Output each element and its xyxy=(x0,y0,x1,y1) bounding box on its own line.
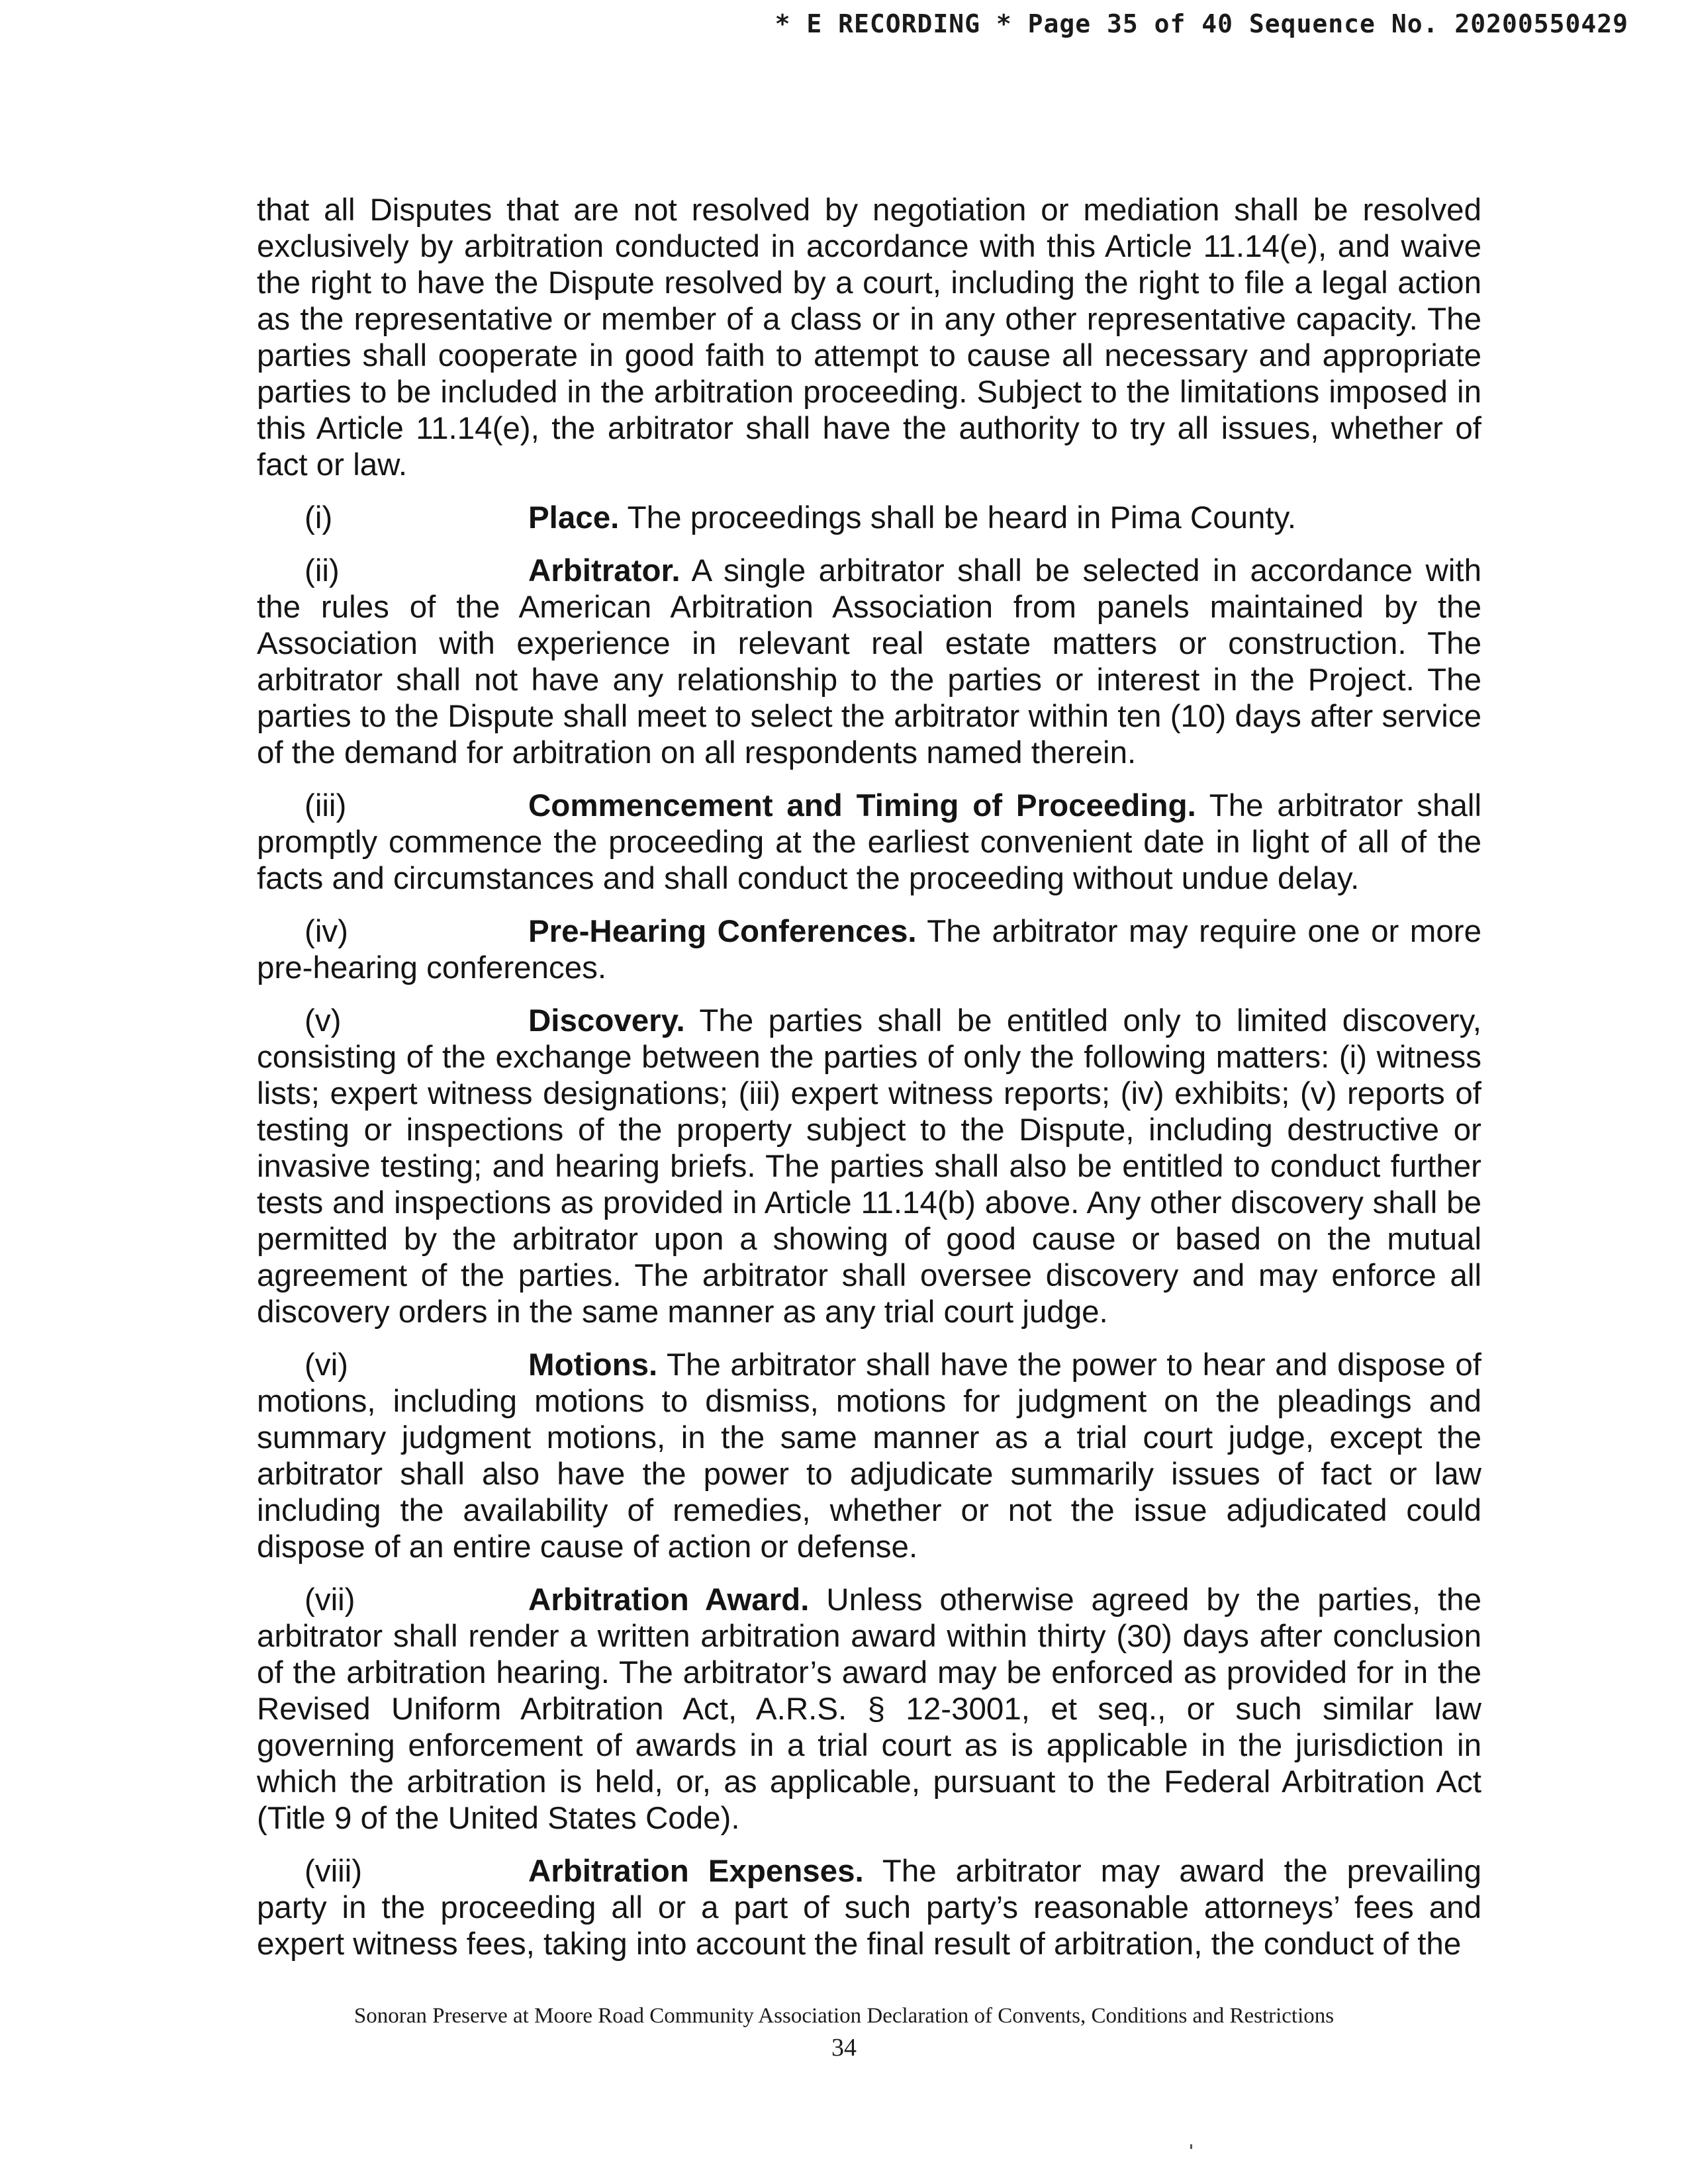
subsection-heading: Commencement and Timing of Proceeding. xyxy=(528,788,1196,823)
subsection-pre-hearing xyxy=(257,913,1481,986)
subsection-number: (i) xyxy=(305,500,333,535)
subsection-text: The arbitrator shall have the power to hear and dispose of motions, including motions to dismiss, motions for judgment on the pleadings and summary judgment motions, in the same manner as a trial court judge, except the arbitrator shall also have the power to adjudicate summarily issues of fact or law including the availability of remedies, whether or not the issue adjudicated could dispose of an entire cause of action or defense. xyxy=(257,1347,1481,1565)
subsection-heading: Arbitration Expenses. xyxy=(528,1854,864,1889)
subsection-text: The arbitrator shall promptly commence the proceeding at the earliest convenient date in light of all of the facts and circumstances and shall conduct the proceeding without undue delay. xyxy=(257,788,1481,896)
subsection-number: (v) xyxy=(305,1003,342,1038)
subsection-heading: Motions. xyxy=(528,1347,658,1383)
subsection-text: The arbitrator may require one or more pre-hearing conferences. xyxy=(257,914,1481,985)
document-body xyxy=(257,192,1481,1979)
footer-document-title: Sonoran Preserve at Moore Road Community Association Declaration of Convents, Conditions and Restrictions xyxy=(353,2004,1335,2028)
scan-speck xyxy=(1190,2144,1192,2149)
subsection-number: (iii) xyxy=(305,788,347,823)
subsection-commencement xyxy=(257,788,1481,897)
subsection-heading: Arbitration Award. xyxy=(528,1582,810,1617)
subsection-motions xyxy=(257,1347,1481,1565)
recording-stamp: * E RECORDING * Page 35 of 40 Sequence No. 20200550429 xyxy=(774,9,1628,38)
subsection-arbitrator xyxy=(257,553,1481,771)
subsection-arbitration-award xyxy=(257,1582,1481,1837)
subsection-arbitration-expenses xyxy=(257,1853,1481,1962)
subsection-text: A single arbitrator shall be selected in accordance with the rules of the American Arbitration Association from panels maintained by the Association with experience in relevant real estate matters or construction. The arbitrator shall not have any relationship to the parties or interest in the Project. The parties to the Dispute shall meet to select the arbitrator within ten (10) days after service of the demand for arbitration on all respondents named therein. xyxy=(257,553,1481,770)
subsection-text: The arbitrator may award the prevailing party in the proceeding all or a part of such party’s reasonable attorneys’ fees and expert witness fees, taking into account the final result of arbitration, the conduct of the xyxy=(257,1854,1481,1962)
subsection-heading: Arbitrator. xyxy=(528,553,680,588)
intro-paragraph: that all Disputes that are not resolved by negotiation or mediation shall be resolved exclusively by arbitration conducted in accordance with this Article 11.14(e), and waive the right to have the Dispute resolved by a court, including the right to file a legal action as the representative or member of a class or in any other representative capacity. The parties shall cooperate in good faith to attempt to cause all necessary and appropriate parties to be included in the arbitration proceeding. Subject to the limitations imposed in this Article 11.14(e), the arbitrator shall have the authority to try all issues, whether of fact or law. xyxy=(257,193,1481,482)
subsection-number: (vii) xyxy=(305,1582,355,1617)
subsection-heading: Place. xyxy=(528,500,620,535)
subsection-number: (vi) xyxy=(305,1347,348,1383)
subsection-discovery xyxy=(257,1003,1481,1330)
subsection-number: (iv) xyxy=(305,914,348,949)
subsection-number: (viii) xyxy=(305,1854,363,1889)
subsection-heading: Pre-Hearing Conferences. xyxy=(528,914,917,949)
footer-page-number: 34 xyxy=(831,2034,857,2062)
subsection-text: The proceedings shall be heard in Pima County. xyxy=(627,500,1297,535)
subsection-text: The parties shall be entitled only to limited discovery, consisting of the exchange between the parties of only the following matters: (i) witness lists; expert witness designations; (iii) expert witness reports; (iv) exhibits; (v) reports of testing or inspections of the property subject to the Dispute, including destructive or invasive testing; and hearing briefs. The parties shall also be entitled to conduct further tests and inspections as provided in Article 11.14(b) above. Any other discovery shall be permitted by the arbitrator upon a showing of good cause or based on the mutual agreement of the parties. The arbitrator shall oversee discovery and may enforce all discovery orders in the same manner as any trial court judge. xyxy=(257,1003,1482,1330)
subsection-heading: Discovery. xyxy=(528,1003,685,1038)
subsection-place xyxy=(257,500,1481,536)
page-footer xyxy=(0,2002,1688,2063)
subsection-text: Unless otherwise agreed by the parties, the arbitrator shall render a written arbitration award within thirty (30) days after conclusion of the arbitration hearing. The arbitrator’s award may be enforced as provided for in the Revised Uniform Arbitration Act, A.R.S. § 12-3001, et seq., or such similar law governing enforcement of awards in a trial court as is applicable in the jurisdiction in which the arbitration is held, or, as applicable, pursuant to the Federal Arbitration Act (Title 9 of the United States Code). xyxy=(257,1582,1481,1836)
subsection-number: (ii) xyxy=(305,553,340,588)
